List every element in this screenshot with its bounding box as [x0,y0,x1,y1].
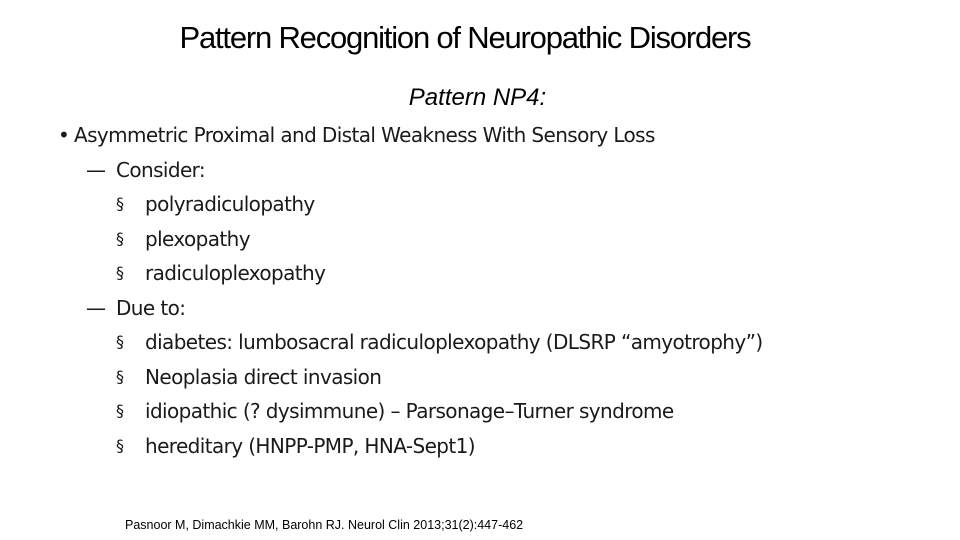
bullet-consider [58,153,948,188]
list-item [58,222,948,257]
list-item [58,360,948,395]
list-item-text: plexopathy [145,226,250,251]
section-marker: § [116,194,124,213]
bullet-main [58,118,948,153]
bullet-due-to [58,291,948,326]
list-item-text: radiculoplexopathy [145,261,326,285]
bullet-due-to-text: Due to: [116,295,186,320]
section-marker: § [116,435,124,455]
bullet-dot-marker: • [58,123,70,147]
list-item [58,429,948,464]
section-marker: § [116,263,124,282]
list-item [58,394,948,429]
list-item [58,256,948,291]
list-item-text: Neoplasia direct invasion [145,364,382,389]
dash-marker: — [86,157,106,182]
section-marker: § [116,366,124,386]
citation: Pasnoor M, Dimachkie MM, Barohn RJ. Neurol Clin 2013;31(2):447-462 [125,518,524,532]
list-item [58,187,948,222]
list-item-text: idiopathic (? dysimmune) – Parsonage–Turner syndrome [145,399,674,423]
list-item-text: hereditary (HNPP-PMP, HNA-Sept1) [145,433,475,458]
bullet-consider-text: Consider: [116,157,206,182]
dash-marker: — [86,295,106,320]
section-marker: § [116,401,124,420]
section-marker: § [116,228,124,248]
list-item-text: diabetes: lumbosacral radiculoplexopathy (DLSRP “amyotrophy”) [145,330,763,354]
list-item [58,325,948,360]
slide-subtitle: Pattern NP4: [408,84,547,111]
list-item-text: polyradiculopathy [145,192,315,216]
section-marker: § [116,332,124,351]
bullet-list [58,118,948,463]
slide-title: Pattern Recognition of Neuropathic Disorders [179,20,751,55]
bullet-main-text: Asymmetric Proximal and Distal Weakness With Sensory Loss [74,123,655,147]
